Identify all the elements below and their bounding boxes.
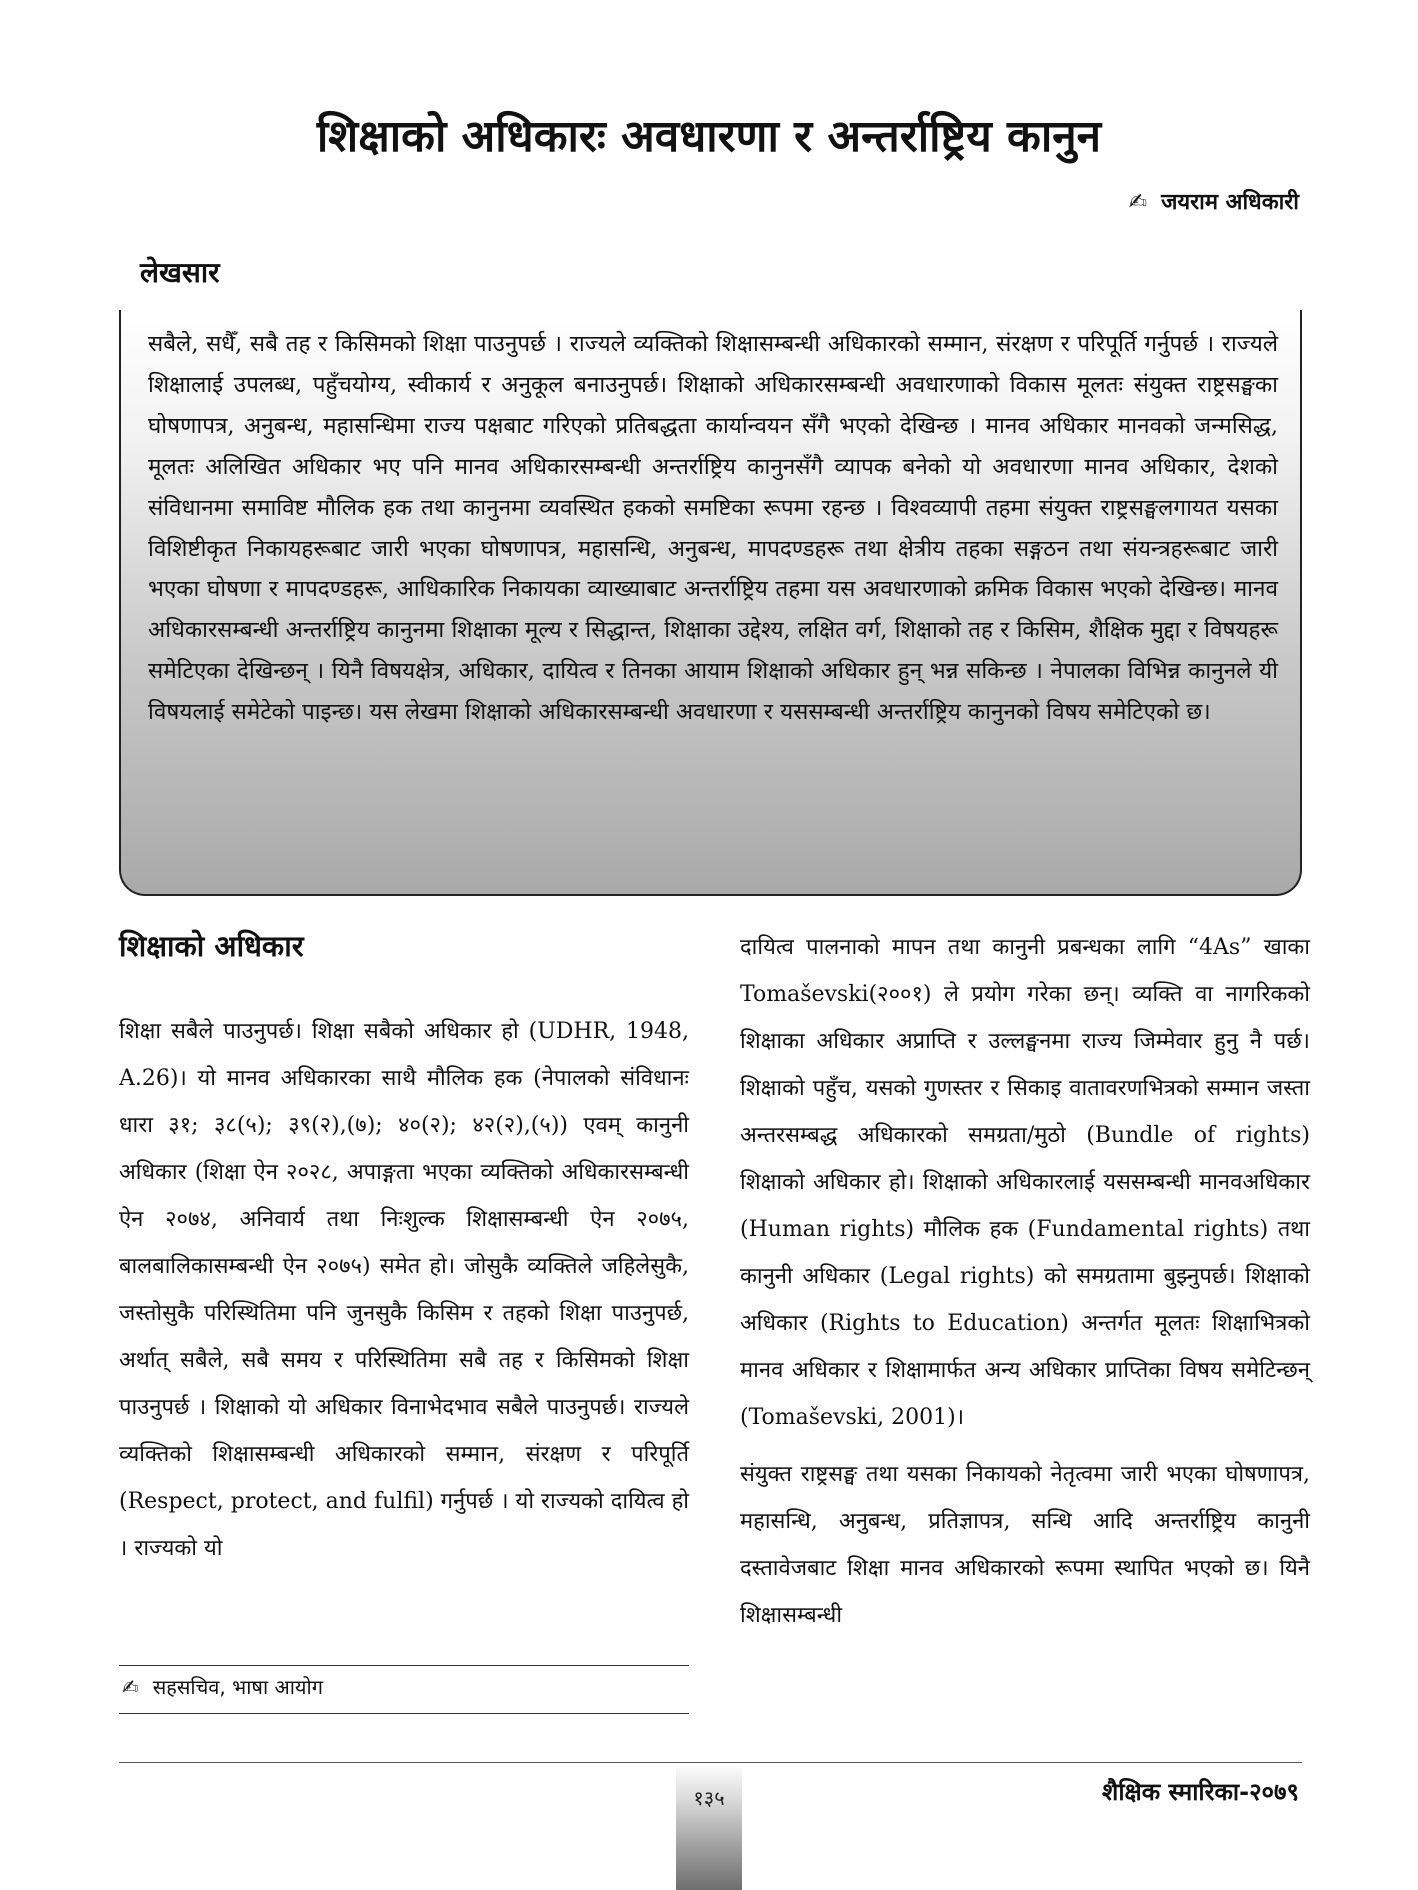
abstract-box [119,310,1302,896]
pen-icon: ✍ [1128,190,1148,215]
page-number: १३५ [693,1786,725,1810]
body-paragraph: शिक्षा सबैले पाउनुपर्छ। शिक्षा सबैको अधिकार हो (UDHR, 1948, A.26)। यो मानव अधिकारका साथै मौलिक हक (नेपालको संविधानः धारा ३१; ३८(५); ३९(२),(७); ४०(२); ४२(२),(५)) एवम् कानुनी अधिकार (शिक्षा ऐन २०२८, अपाङ्गता भएका व्यक्तिको अधिकारसम्बन्धी ऐन २०७४, अनिवार्य तथा निःशुल्क शिक्षासम्बन्धी ऐन २०७५, बालबालिकासम्बन्धी ऐन २०७५) समेत हो। जोसुकै व्यक्तिले जहिलेसुकै, जस्तोसुकै परिस्थितिमा पनि जुनसुकै किसिम र तहको शिक्षा पाउनुपर्छ, अर्थात् सबैले, सबै समय र परिस्थितिमा सबै तह र किसिमको शिक्षा पाउनुपर्छ । शिक्षाको यो अधिकार विनाभेदभाव सबैले पाउनुपर्छ। राज्यले व्यक्तिको शिक्षासम्बन्धी अधिकारको सम्मान, संरक्षण र परिपूर्ति (Respect, protect, and fulfil) गर्नुपर्छ । यो राज्यको दायित्व हो । राज्यको यो [119,1019,689,1561]
abstract-heading: लेखसार [140,256,220,289]
footnote [122,1673,323,1700]
right-column [740,924,1310,1639]
footnote-text: सहसचिव, भाषा आयोग [152,1675,323,1699]
left-column [119,924,689,1572]
abstract-text: सबैले, सधैँ, सबै तह र किसिमको शिक्षा पाउनुपर्छ । राज्यले व्यक्तिको शिक्षासम्बन्धी अधिकारको सम्मान, संरक्षण र परिपूर्ति गर्नुपर्छ । राज्यले शिक्षालाई उपलब्ध, पहुँचयोग्य, स्वीकार्य र अनुकूल बनाउनुपर्छ। शिक्षाको अधिकारसम्बन्धी अवधारणाको विकास मूलतः संयुक्त राष्ट्रसङ्घका घोषणापत्र, अनुबन्ध, महासन्धिमा राज्य पक्षबाट गरिएको प्रतिबद्धता कार्यान्वयन सँगै भएको देखिन्छ । मानव अधिकार मानवको जन्मसिद्ध, मूलतः अलिखित अधिकार भए पनि मानव अधिकारसम्बन्धी अन्तर्राष्ट्रिय कानुनसँगै व्यापक बनेको यो अवधारणा मानव अधिकार, देशको संविधानमा समाविष्ट मौलिक हक तथा कानुनमा व्यवस्थित हकको समष्टिका रूपमा रहन्छ । विश्वव्यापी तहमा संयुक्त राष्ट्रसङ्घलगायत यसका विशिष्टीकृत निकायहरूबाट जारी भएका घोषणापत्र, महासन्धि, अनुबन्ध, मापदण्डहरू तथा क्षेत्रीय तहका सङ्गठन तथा संयन्त्रहरूबाट जारी भएका घोषणा र मापदण्डहरू, आधिकारिक निकायका व्याख्याबाट अन्तर्राष्ट्रिय तहमा यस अवधारणाको क्रमिक विकास भएको देखिन्छ। मानव अधिकारसम्बन्धी अन्तर्राष्ट्रिय कानुनमा शिक्षाका मूल्य र सिद्धान्त, शिक्षाका उद्देश्य, लक्षित वर्ग, शिक्षाको तह र किसिम, शैक्षिक मुद्दा र विषयहरू समेटिएका देखिन्छन् । यिनै विषयक्षेत्र, अधिकार, दायित्व र तिनका आयाम शिक्षाको अधिकार हुन् भन्न सकिन्छ । नेपालका विभिन्न कानुनले यी विषयलाई समेटेको पाइन्छ। यस लेखमा शिक्षाको अधिकारसम्बन्धी अवधारणा र यससम्बन्धी अन्तर्राष्ट्रिय कानुनको विषय समेटिएको छ। [148,331,1278,726]
footnote-divider [119,1713,689,1714]
section-heading: शिक्षाको अधिकार [119,929,304,963]
journal-name: शैक्षिक स्मारिका-२०७९ [1102,1778,1299,1806]
author-line [1129,186,1299,216]
article-title: शिक्षाको अधिकारः अवधारणा र अन्तर्राष्ट्रिय कानुन [316,111,1102,162]
footnote-divider [119,1665,689,1666]
author-name: जयराम अधिकारी [1161,190,1299,215]
body-paragraph: संयुक्त राष्ट्रसङ्घ तथा यसका निकायको नेतृत्वमा जारी भएका घोषणापत्र, महासन्धि, अनुबन्ध, प्रतिज्ञापत्र, सन्धि आदि अन्तर्राष्ट्रिय कानुनी दस्तावेजबाट शिक्षा मानव अधिकारको रूपमा स्थापित भएको छ। यिनै शिक्षासम्बन्धी [740,1462,1310,1628]
pen-icon: ✍ [122,1675,139,1699]
page-number-tab [676,1763,742,1890]
body-paragraph: दायित्व पालनाको मापन तथा कानुनी प्रबन्धका लागि “4As” खाका Tomaševski(२००१) ले प्रयोग गरेका छन्। व्यक्ति वा नागरिकको शिक्षाका अधिकार अप्राप्ति र उल्लङ्घनमा राज्य जिम्मेवार हुनु नै पर्छ। शिक्षाको पहुँच, यसको गुणस्तर र सिकाइ वातावरणभित्रको सम्मान जस्ता अन्तरसम्बद्ध अधिकारको समग्रता/मुठो (Bundle of rights) शिक्षाको अधिकार हो। शिक्षाको अधिकारलाई यससम्बन्धी मानवअधिकार (Human rights) मौलिक हक (Fundamental rights) तथा कानुनी अधिकार (Legal rights) को समग्रतामा बुझ्नुपर्छ। शिक्षाको अधिकार (Rights to Education) अन्तर्गत मूलतः शिक्षाभित्रको मानव अधिकार र शिक्षामार्फत अन्य अधिकार प्राप्तिका विषय समेटिन्छन् (Tomaševski, 2001)। [740,935,1310,1430]
